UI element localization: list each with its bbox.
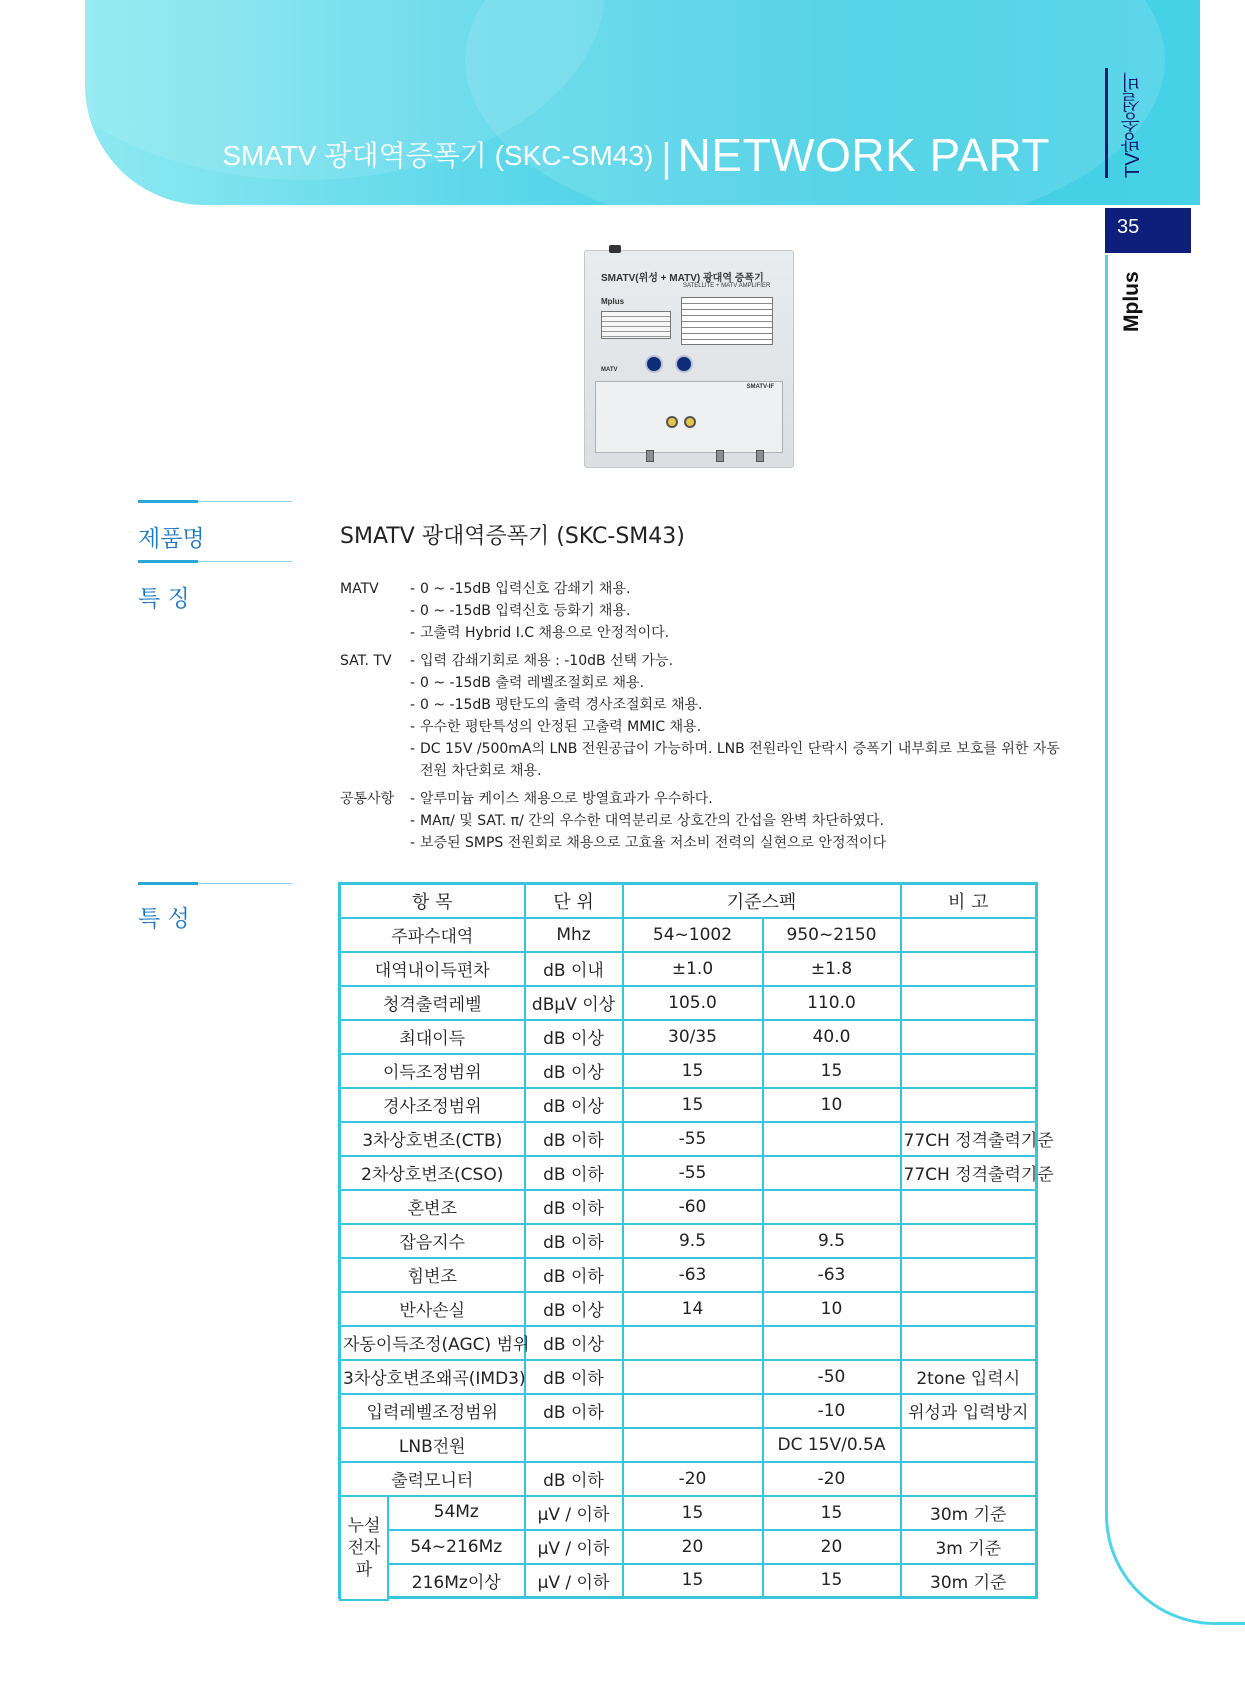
spec-item: 청격출력레벨 — [340, 986, 525, 1020]
table-row — [340, 1530, 1037, 1564]
feature-category: 공통사항 — [340, 791, 395, 807]
spec-value-1: -63 — [623, 1258, 763, 1292]
feature-group-common: 공통사항 - 알루미늄 케이스 채용으로 방열효과가 우수하다. - MAπ/ 및 SAT. π/ 간의 우수한 대역분리로 상호간의 간섭을 완벽 차단하였다. - 보증된 SMPS 전원회로 채용으로 고효율 저소비 전력의 실현으로 안정적이다 — [340, 788, 1060, 854]
spec-unit: dB 이하 — [525, 1360, 623, 1394]
spec-unit: dB 이하 — [525, 1258, 623, 1292]
spec-value-2 — [763, 1122, 901, 1156]
spec-item: 자동이득조정(AGC) 범위 — [340, 1326, 525, 1360]
table-row — [340, 952, 1037, 986]
spec-unit: dB 이상 — [525, 1020, 623, 1054]
spec-table — [338, 882, 1054, 1599]
spec-item: 3차상호변조왜곡(IMD3) — [340, 1360, 525, 1394]
section-accent — [138, 882, 198, 885]
spec-item: 혼변조 — [340, 1190, 525, 1224]
spec-value-1: -55 — [623, 1122, 763, 1156]
spec-value-2: 40.0 — [763, 1020, 901, 1054]
header-unit: 단 위 — [525, 884, 623, 918]
product-cert-label — [601, 311, 671, 339]
feature-item: 0 ~ -15dB 출력 레벨조절회로 채용. — [420, 675, 644, 691]
spec-note — [901, 1292, 1037, 1326]
section-label-specs: 특 성 — [138, 906, 190, 932]
product-lower-panel — [595, 381, 783, 453]
table-row — [340, 1360, 1037, 1394]
sidebar-frame — [1105, 255, 1245, 1625]
section-accent — [138, 560, 198, 563]
spec-value-2: 950~2150 — [763, 918, 901, 952]
spec-note: 30m 기준 — [901, 1496, 1037, 1530]
spec-note: 77CH 정격출력기준 — [901, 1156, 1037, 1190]
table-row — [340, 986, 1037, 1020]
spec-value-2: DC 15V/0.5A — [763, 1428, 901, 1462]
feature-item: MAπ/ 및 SAT. π/ 간의 우수한 대역분리로 상호간의 간섭을 완벽 차단하였다. — [420, 813, 884, 829]
header-main-title: NETWORK PART — [677, 129, 1050, 181]
spec-item: 잡음지수 — [340, 1224, 525, 1258]
spec-note — [901, 1088, 1037, 1122]
spec-note — [901, 918, 1037, 952]
spec-item: 힘변조 — [340, 1258, 525, 1292]
product-port-2 — [684, 416, 696, 428]
spec-value-2: 15 — [763, 1564, 901, 1598]
feature-category: MATV — [340, 581, 379, 597]
spec-item: 최대이득 — [340, 1020, 525, 1054]
feature-item: 보증된 SMPS 전원회로 채용으로 고효율 저소비 전력의 실현으로 안정적이다 — [420, 835, 887, 851]
table-row — [340, 1156, 1037, 1190]
spec-note: 77CH 정격출력기준 — [901, 1122, 1037, 1156]
section-label-product-name: 제품명 — [138, 526, 205, 552]
spec-value-1: 30/35 — [623, 1020, 763, 1054]
spec-value-2: -20 — [763, 1462, 901, 1496]
table-row — [340, 1122, 1037, 1156]
header-spec: 기준스펙 — [623, 884, 901, 918]
product-switch — [609, 245, 621, 253]
spec-item: 경사조정범위 — [340, 1088, 525, 1122]
spec-value-1: ±1.0 — [623, 952, 763, 986]
spec-item: 대역내이득편차 — [340, 952, 525, 986]
spec-value-2: 15 — [763, 1054, 901, 1088]
feature-category: SAT. TV — [340, 653, 392, 669]
spec-value-2: -50 — [763, 1360, 901, 1394]
spec-unit: dB 이상 — [525, 1054, 623, 1088]
table-row — [340, 1564, 1037, 1598]
product-dial-2 — [675, 355, 693, 373]
table-row — [340, 1462, 1037, 1496]
product-label-subtitle: SATELLITE + MATV AMPLIFIER — [683, 283, 771, 289]
sidebar-category: TV방송설비 — [1122, 72, 1144, 178]
product-port-1 — [666, 416, 678, 428]
leak-band: 54Mz — [433, 1501, 479, 1522]
product-name: SMATV 광대역증폭기 (SKC-SM43) — [340, 524, 685, 549]
table-row — [340, 1292, 1037, 1326]
spec-item: LNB전원 — [340, 1428, 525, 1462]
spec-value-2: 9.5 — [763, 1224, 901, 1258]
section-label-features: 특 징 — [138, 586, 190, 612]
spec-unit: dB 이하 — [525, 1156, 623, 1190]
product-spec-label — [681, 297, 773, 345]
table-row — [340, 1020, 1037, 1054]
spec-unit: μV / 이하 — [525, 1530, 623, 1564]
spec-unit: μV / 이하 — [525, 1496, 623, 1530]
product-brand: Mplus — [601, 297, 625, 306]
table-row — [340, 1326, 1037, 1360]
section-rule — [198, 883, 292, 884]
header-note: 비 고 — [901, 884, 1037, 918]
spec-value-1: 14 — [623, 1292, 763, 1326]
spec-value-1: -60 — [623, 1190, 763, 1224]
spec-note: 위성과 입력방지 — [901, 1394, 1037, 1428]
feature-item: 입력 감쇄기회로 채용 : -10dB 선택 가능. — [420, 653, 674, 669]
spec-unit: dB 이하 — [525, 1190, 623, 1224]
spec-value-2: 15 — [763, 1496, 901, 1530]
spec-value-2: ±1.8 — [763, 952, 901, 986]
spec-header-row — [340, 884, 1037, 918]
spec-item: 2차상호변조(CSO) — [340, 1156, 525, 1190]
spec-note — [901, 1020, 1037, 1054]
spec-unit: Mhz — [525, 918, 623, 952]
table-row — [340, 1190, 1037, 1224]
spec-value-1 — [623, 1326, 763, 1360]
spec-table-body — [340, 918, 1054, 1598]
sidebar-brand: Mplus — [1120, 271, 1143, 332]
spec-item: 출력모니터 — [340, 1462, 525, 1496]
spec-item: 주파수대역 — [340, 918, 525, 952]
header-separator: | — [661, 136, 672, 180]
feature-item: 0 ~ -15dB 입력신호 등화기 채용. — [420, 603, 631, 619]
spec-value-1: 15 — [623, 1054, 763, 1088]
spec-note: 2tone 입력시 — [901, 1360, 1037, 1394]
spec-value-2: 10 — [763, 1292, 901, 1326]
spec-note — [901, 1224, 1037, 1258]
spec-value-1 — [623, 1394, 763, 1428]
product-label-title: SMATV(위성 + MATV) 광대역 증폭기 — [601, 273, 764, 284]
feature-item: 알루미늄 케이스 채용으로 방열효과가 우수하다. — [420, 791, 713, 807]
spec-item: 이득조정범위 — [340, 1054, 525, 1088]
spec-unit: dB 이하 — [525, 1394, 623, 1428]
feature-item: 우수한 평탄특성의 안정된 고출력 MMIC 채용. — [420, 719, 702, 735]
table-row — [340, 1088, 1037, 1122]
spec-value-2 — [763, 1190, 901, 1224]
spec-note — [901, 1054, 1037, 1088]
feature-group-sat: SAT. TV - 입력 감쇄기회로 채용 : -10dB 선택 가능. - 0 ~ -15dB 출력 레벨조절회로 채용. - 0 ~ -15dB 평탄도의 출력 경사조절회로 채용. - 우수한 평탄특성의 안정된 고출력 MMIC 채용. - DC 15V /500mA의 LNB 전원공급이 가능하며. LNB 전원라인 단락시 증폭기 내부회로 보호를 위한 자동전원 차단회로 채용. — [340, 650, 1060, 782]
feature-item: 0 ~ -15dB 평탄도의 출력 경사조절회로 채용. — [420, 697, 703, 713]
table-row — [340, 1428, 1037, 1462]
spec-note — [901, 952, 1037, 986]
product-panel-label: SMATV-IF — [746, 384, 774, 390]
section-accent — [138, 500, 198, 503]
feature-group-matv: MATV - 0 ~ -15dB 입력신호 감쇄기 채용. - 0 ~ -15dB 입력신호 등화기 채용. - 고출력 Hybrid I.C 채용으로 안정적이다. — [340, 578, 1060, 644]
spec-value-2 — [763, 1156, 901, 1190]
spec-note — [901, 1428, 1037, 1462]
header-subtitle: SMATV 광대역증폭기 (SKC-SM43) — [222, 140, 654, 171]
table-row — [340, 918, 1037, 952]
feature-item: 고출력 Hybrid I.C 채용으로 안정적이다. — [420, 625, 670, 641]
spec-item: 3차상호변조(CTB) — [340, 1122, 525, 1156]
leak-label: 누설 전자파 — [339, 1495, 389, 1601]
table-row — [340, 1054, 1037, 1088]
product-image — [584, 250, 794, 468]
product-connector-1 — [646, 450, 654, 462]
product-dial-1 — [645, 355, 663, 373]
spec-value-2: 10 — [763, 1088, 901, 1122]
leak-band: 54~216Mz — [340, 1530, 525, 1564]
spec-unit: μV / 이하 — [525, 1564, 623, 1598]
spec-note: 3m 기준 — [901, 1530, 1037, 1564]
header-item: 항 목 — [340, 884, 525, 918]
product-connector-3 — [756, 450, 764, 462]
spec-value-1: 54~1002 — [623, 918, 763, 952]
spec-value-2: 20 — [763, 1530, 901, 1564]
spec-unit: dB 이상 — [525, 1292, 623, 1326]
spec-value-1: 20 — [623, 1530, 763, 1564]
spec-unit: dB 이하 — [525, 1224, 623, 1258]
leak-band: 216Mz이상 — [340, 1564, 525, 1598]
product-connector-2 — [716, 450, 724, 462]
spec-value-2: -10 — [763, 1394, 901, 1428]
table-row — [340, 1258, 1037, 1292]
table-row — [340, 1496, 1037, 1530]
table-row — [340, 1394, 1037, 1428]
spec-item: 입력레벨조정범위 — [340, 1394, 525, 1428]
spec-value-1: 15 — [623, 1496, 763, 1530]
spec-note: 30m 기준 — [901, 1564, 1037, 1598]
header-banner — [85, 0, 1200, 205]
feature-item: 0 ~ -15dB 입력신호 감쇄기 채용. — [420, 581, 631, 597]
spec-unit: dB 이하 — [525, 1462, 623, 1496]
features-list — [340, 578, 1060, 860]
spec-value-1: 15 — [623, 1564, 763, 1598]
spec-note — [901, 1190, 1037, 1224]
spec-value-1: 15 — [623, 1088, 763, 1122]
spec-unit: dB 이상 — [525, 1088, 623, 1122]
section-rule — [198, 501, 292, 502]
page-number: 35 — [1105, 208, 1191, 253]
spec-note — [901, 1326, 1037, 1360]
spec-note — [901, 1462, 1037, 1496]
spec-value-1: -20 — [623, 1462, 763, 1496]
spec-value-1: -55 — [623, 1156, 763, 1190]
spec-unit — [525, 1428, 623, 1462]
spec-value-1: 105.0 — [623, 986, 763, 1020]
spec-value-1 — [623, 1428, 763, 1462]
spec-item: 반사손실 — [340, 1292, 525, 1326]
table-row — [340, 1224, 1037, 1258]
spec-note — [901, 986, 1037, 1020]
feature-item: DC 15V /500mA의 LNB 전원공급이 가능하며. LNB 전원라인 단락시 증폭기 내부회로 보호를 위한 자동전원 차단회로 채용. — [420, 741, 1060, 779]
spec-unit: dB 이상 — [525, 1326, 623, 1360]
spec-value-1: 9.5 — [623, 1224, 763, 1258]
product-matv-label: MATV — [601, 367, 618, 373]
section-rule — [198, 561, 292, 562]
sidebar-divider — [1105, 68, 1108, 178]
spec-note — [901, 1258, 1037, 1292]
spec-unit: dB 이내 — [525, 952, 623, 986]
header-title — [222, 128, 1050, 182]
spec-value-2: 110.0 — [763, 986, 901, 1020]
spec-value-2: -63 — [763, 1258, 901, 1292]
spec-value-2 — [763, 1326, 901, 1360]
spec-value-1 — [623, 1360, 763, 1394]
spec-unit: dB 이하 — [525, 1122, 623, 1156]
spec-unit: dBμV 이상 — [525, 986, 623, 1020]
